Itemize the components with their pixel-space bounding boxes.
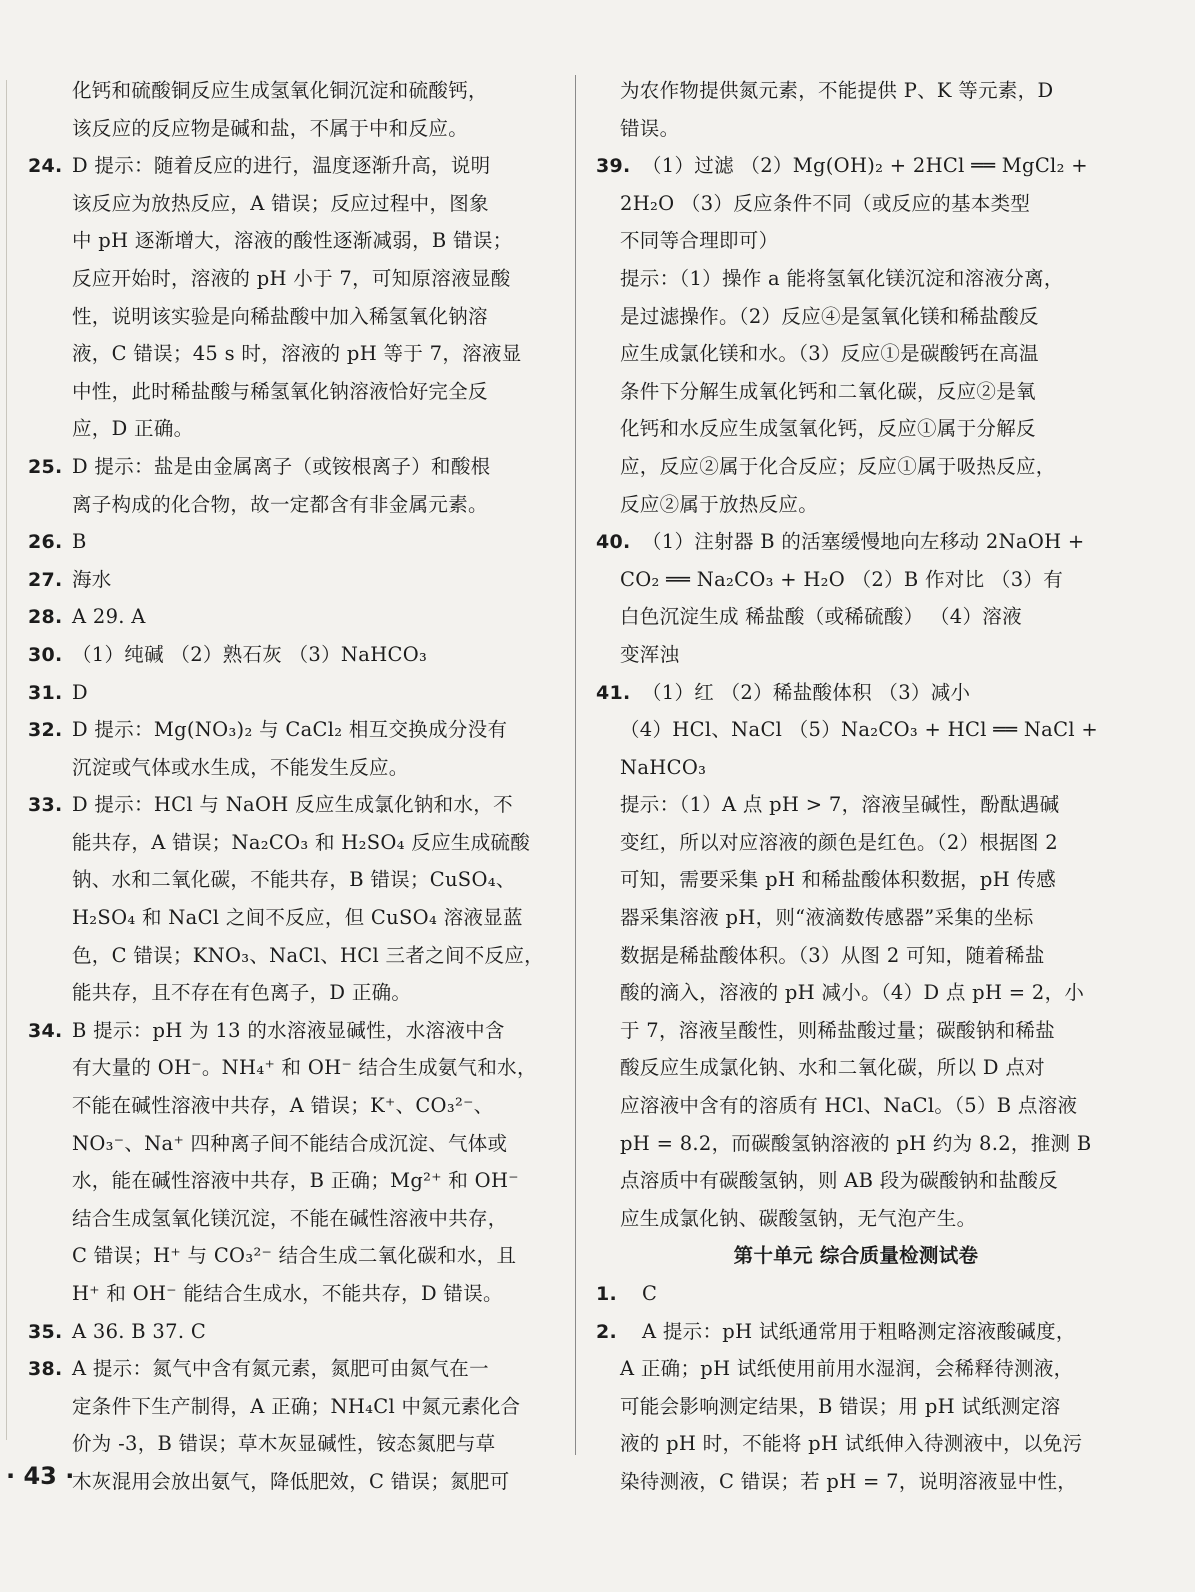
text-line: 不能在碱性溶液中共存，A 错误；K⁺、CO₃²⁻、 [72,1094,494,1118]
text-line: 该反应的反应物是碱和盐，不属于中和反应。 [72,116,469,140]
text-line: A 正确；pH 试纸使用前用水湿润，会稀释待测液， [620,1357,1074,1381]
question-number: 24. [28,155,63,178]
text-line: 酸的滴入，溶液的 pH 减小。（4）D 点 pH = 2，小 [620,981,1085,1005]
question-25 [28,448,556,486]
text-line: 离子构成的化合物，故一定都含有非金属元素。 [72,492,488,516]
page-number: · 43 · [6,1462,75,1490]
question-38 [28,1350,556,1388]
text-line: 有大量的 OH⁻。NH₄⁺ 和 OH⁻ 结合生成氨气和水， [72,1056,537,1080]
text-line: 可知，需要采集 pH 和稀盐酸体积数据，pH 传感 [620,868,1057,892]
question-41 [596,674,1096,712]
text-line: 中性，此时稀盐酸与稀氢氧化钠溶液恰好完全反 [72,379,488,403]
answer-text: B 提示：pH 为 13 的水溶液显碱性，水溶液中含 [72,1018,505,1042]
text-line: 应，D 正确。 [72,417,194,441]
hint-line: 提示：（1）操作 a 能将氢氧化镁沉淀和溶液分离， [620,266,1064,290]
column-divider [575,75,576,1455]
answer-text: （1）过滤 （2）Mg(OH)₂ + 2HCl ══ MgCl₂ + [642,154,1088,178]
question-number: 34. [28,1019,63,1042]
page-edge [6,80,7,1440]
text-line: 应，反应②属于化合反应；反应①属于吸热反应， [620,454,1056,478]
text-line: 可能会影响测定结果，B 错误；用 pH 试纸测定溶 [620,1394,1061,1418]
text-line: 化钙和硫酸铜反应生成氢氧化铜沉淀和硫酸钙， [72,79,488,102]
question-39 [596,147,1096,185]
text-line: 应生成氯化钠、碳酸氢钠，无气泡产生。 [620,1206,977,1230]
question-number: 32. [28,719,63,742]
answer-text: A 29. A [72,605,146,629]
text-line: 染待测液，C 错误；若 pH = 7，说明溶液显中性， [620,1469,1078,1493]
question-number: 35. [28,1320,63,1343]
text-line: 条件下分解生成氧化钙和二氧化碳，反应②是氧 [620,379,1036,403]
text-line: 应生成氯化镁和水。（3）反应①是碳酸钙在高温 [620,342,1039,366]
question-35 [28,1313,556,1351]
answer-text: A 36. B 37. C [72,1319,207,1343]
question-34 [28,1012,556,1050]
answer-text: 海水 [72,567,112,591]
text-line: NO₃⁻、Na⁺ 四种离子间不能结合成沉淀、气体或 [72,1131,508,1155]
text-line: 变红，所以对应溶液的颜色是红色。（2）根据图 2 [620,830,1058,854]
text-line: 价为 -3，B 错误；草木灰显碱性，铵态氮肥与草 [72,1432,496,1456]
right-column [596,72,1099,1501]
question-number: 1. [596,1283,618,1305]
text-line: 反应开始时，溶液的 pH 小于 7，可知原溶液显酸 [72,266,511,290]
question-number: 27. [28,568,63,591]
question-1 [596,1275,1096,1313]
question-number: 28. [28,606,63,629]
text-line: 中 pH 逐渐增大，溶液的酸性逐渐减弱，B 错误； [72,229,513,253]
question-number: 25. [28,455,63,478]
question-24 [28,147,556,185]
text-line: 应溶液中含有的溶质有 HCl、NaCl。（5）B 点溶液 [620,1094,1078,1118]
answer-text: D 提示：随着反应的进行，温度逐渐升高，说明 [72,154,491,178]
text-line: 不同等合理即可） [620,229,779,253]
answer-text: D 提示：HCl 与 NaOH 反应生成氯化钠和水，不 [72,793,513,817]
answer-text: A 提示：氮气中含有氮元素，氮肥可由氮气在一 [72,1357,489,1381]
text-line: 性，说明该实验是向稀盐酸中加入稀氢氧化钠溶 [72,304,488,328]
question-number: 30. [28,643,63,666]
text-line: 色，C 错误；KNO₃、NaCl、HCl 三者之间不反应， [72,943,544,967]
text-line: 数据是稀盐酸体积。（3）从图 2 可知，随着稀盐 [620,943,1045,967]
question-number: 2. [596,1320,618,1343]
question-31 [28,674,556,712]
text-line: 能共存，A 错误；Na₂CO₃ 和 H₂SO₄ 反应生成硫酸 [72,830,531,854]
text-line: 错误。 [620,116,680,140]
question-28 [28,598,556,636]
text-line: 液的 pH 时，不能将 pH 试纸伸入待测液中，以免污 [620,1432,1083,1456]
text-line: 木灰混用会放出氨气，降低肥效，C 错误；氮肥可 [72,1469,510,1493]
text-line: （4）HCl、NaCl （5）Na₂CO₃ + HCl ══ NaCl + [620,718,1099,742]
text-line: 液，C 错误；45 s 时，溶液的 pH 等于 7，溶液显 [72,342,522,366]
text-line: 酸反应生成氯化钠、水和二氧化碳，所以 D 点对 [620,1056,1045,1080]
text-line: 2H₂O （3）反应条件不同（或反应的基本类型 [620,191,1031,215]
question-number: 33. [28,794,63,817]
text-line: 于 7，溶液呈酸性，则稀盐酸过量；碳酸钠和稀盐 [620,1018,1056,1042]
answer-text: B [72,530,87,554]
section-title: 第十单元 综合质量检测试卷 [733,1244,979,1268]
answer-text: A 提示：pH 试纸通常用于粗略测定溶液酸碱度， [642,1319,1076,1343]
text-line: 能共存，且不存在有色离子，D 正确。 [72,981,412,1005]
text-line: 化钙和水反应生成氢氧化钙，反应①属于分解反 [620,417,1036,441]
question-33 [28,786,556,824]
text-line: H₂SO₄ 和 NaCl 之间不反应，但 CuSO₄ 溶液显蓝 [72,906,523,930]
text-line: pH = 8.2，而碳酸氢钠溶液的 pH 约为 8.2，推测 B [620,1131,1092,1155]
question-number: 31. [28,681,63,704]
text-line: 变浑浊 [620,642,680,666]
question-2 [596,1313,1096,1351]
question-number: 39. [596,155,631,178]
text-line: NaHCO₃ [620,755,707,779]
question-number: 38. [28,1358,63,1381]
text-line: 白色沉淀生成 稀盐酸（或稀硫酸） （4）溶液 [620,605,1022,629]
text-line: 该反应为放热反应，A 错误；反应过程中，图象 [72,191,489,215]
answer-text: （1）注射器 B 的活塞缓慢地向左移动 2NaOH + [642,530,1085,554]
question-30 [28,636,556,674]
text-line: C 错误；H⁺ 与 CO₃²⁻ 结合生成二氧化碳和水，且 [72,1244,517,1268]
question-number: 40. [596,531,631,554]
text-line: H⁺ 和 OH⁻ 能结合生成水，不能共存，D 错误。 [72,1282,503,1305]
text-line: 钠、水和二氧化碳，不能共存，B 错误；CuSO₄、 [72,868,516,892]
question-number: 26. [28,531,63,554]
left-column [28,72,556,1501]
answer-text: C [642,1282,658,1305]
text-line: 结合生成氢氧化镁沉淀，不能在碱性溶液中共存， [72,1206,508,1230]
text-line: 沉淀或气体或水生成，不能发生反应。 [72,755,409,779]
question-26 [28,523,556,561]
answer-text: D [72,680,88,704]
text-line: 器采集溶液 pH，则“液滴数传感器”采集的坐标 [620,906,1034,930]
text-line: 水，能在碱性溶液中共存，B 正确；Mg²⁺ 和 OH⁻ [72,1169,519,1193]
text-line: 反应②属于放热反应。 [620,492,819,516]
answer-text: （1）纯碱 （2）熟石灰 （3）NaHCO₃ [72,642,428,666]
answer-text: D 提示：Mg(NO₃)₂ 与 CaCl₂ 相互交换成分没有 [72,718,508,742]
question-number: 41. [596,681,631,704]
text-line: 点溶质中有碳酸氢钠，则 AB 段为碳酸钠和盐酸反 [620,1169,1059,1193]
answer-text: （1）红 （2）稀盐酸体积 （3）减小 [642,680,971,704]
text-line: CO₂ ══ Na₂CO₃ + H₂O （2）B 作对比 （3）有 [620,567,1064,591]
question-32 [28,711,556,749]
text-line: 为农作物提供氮元素，不能提供 P、K 等元素，D [620,79,1054,102]
question-27 [28,561,556,599]
question-40 [596,523,1096,561]
answer-text: D 提示：盐是由金属离子（或铵根离子）和酸根 [72,454,491,478]
text-line: 是过滤操作。（2）反应④是氢氧化镁和稀盐酸反 [620,304,1039,328]
hint-line: 提示：（1）A 点 pH > 7，溶液呈碱性，酚酞遇碱 [620,793,1060,817]
text-line: 定条件下生产制得，A 正确；NH₄Cl 中氮元素化合 [72,1394,521,1418]
